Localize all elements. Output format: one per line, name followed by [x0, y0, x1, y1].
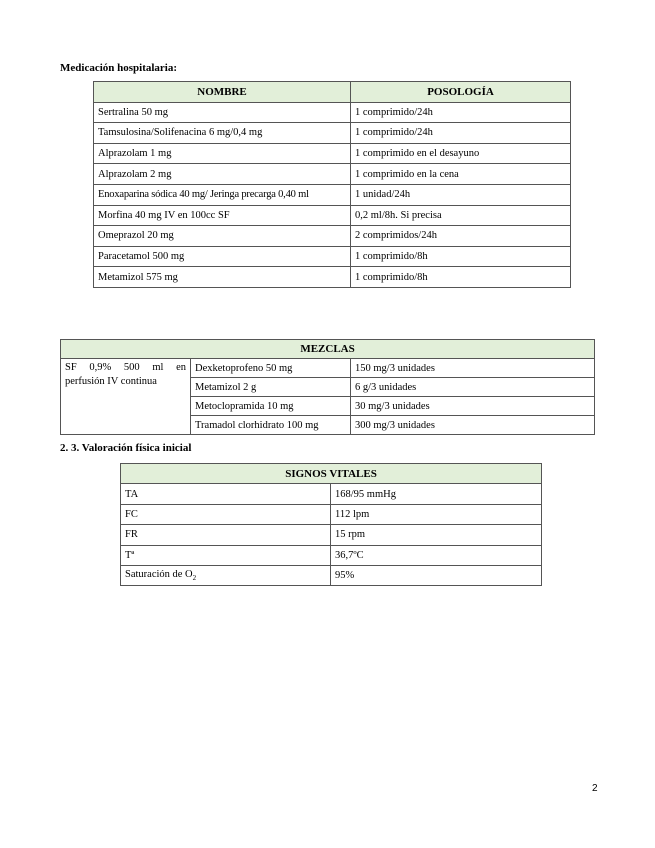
table-row: [94, 143, 571, 164]
signo-label: FC: [121, 504, 331, 524]
table-row: [94, 123, 571, 144]
signo-value: 36,7ºC: [331, 545, 542, 565]
table-row: [94, 205, 571, 226]
mezclas-header: MEZCLAS: [61, 340, 595, 359]
signo-label: [121, 565, 331, 585]
table-row: [61, 359, 595, 378]
farmaco-cell: Dexketoprofeno 50 mg: [191, 359, 351, 378]
mezclas-table: [60, 339, 595, 435]
nombre-cell: Sertralina 50 mg: [94, 102, 351, 123]
solucion-cell: SF 0,9% 500 ml en perfusión IV continua: [61, 359, 191, 435]
posologia-cell: 2 comprimidos/24h: [351, 226, 571, 247]
signos-vitales-header: SIGNOS VITALES: [121, 464, 542, 484]
medicacion-table: [93, 81, 571, 288]
table-row: [121, 565, 542, 585]
farmaco-cell: Tramadol clorhidrato 100 mg: [191, 416, 351, 435]
posologia-cell: 1 comprimido/8h: [351, 246, 571, 267]
farmaco-cell: Metamizol 2 g: [191, 378, 351, 397]
oxygen-subscript: 2: [192, 574, 197, 583]
nombre-cell: Morfina 40 mg IV en 100cc SF: [94, 205, 351, 226]
signo-label: FR: [121, 525, 331, 545]
column-header-nombre: NOMBRE: [94, 82, 351, 103]
valoracion-heading: 2. 3. Valoración física inicial: [60, 442, 192, 454]
nombre-cell: Omeprazol 20 mg: [94, 226, 351, 247]
nombre-cell: Enoxaparina sódica 40 mg/ Jeringa precarga 0,40 ml: [94, 184, 351, 205]
table-row: [94, 102, 571, 123]
table-row: [121, 504, 542, 524]
table-row: [94, 267, 571, 288]
signo-value: 95%: [331, 565, 542, 585]
column-header-posologia: POSOLOGÍA: [351, 82, 571, 103]
table-row: [121, 545, 542, 565]
saturacion-label: Saturación de O: [125, 569, 193, 581]
table-header-row: [121, 464, 542, 484]
table-header-row: [61, 340, 595, 359]
table-row: [94, 184, 571, 205]
posologia-cell: 1 comprimido en el desayuno: [351, 143, 571, 164]
posologia-cell: 1 unidad/24h: [351, 184, 571, 205]
dosis-cell: 6 g/3 unidades: [351, 378, 595, 397]
medicacion-heading: Medicación hospitalaria:: [60, 62, 178, 74]
nombre-cell: Alprazolam 1 mg: [94, 143, 351, 164]
signo-label: TA: [121, 484, 331, 504]
signo-value: 168/95 mmHg: [331, 484, 542, 504]
nombre-cell: Paracetamol 500 mg: [94, 246, 351, 267]
table-row: [121, 484, 542, 504]
nombre-cell: Tamsulosina/Solifenacina 6 mg/0,4 mg: [94, 123, 351, 144]
table-row: [94, 226, 571, 247]
nombre-cell: Metamizol 575 mg: [94, 267, 351, 288]
posologia-cell: 1 comprimido en la cena: [351, 164, 571, 185]
nombre-cell: Alprazolam 2 mg: [94, 164, 351, 185]
signo-value: 112 lpm: [331, 504, 542, 524]
dosis-cell: 150 mg/3 unidades: [351, 359, 595, 378]
posologia-cell: 1 comprimido/24h: [351, 102, 571, 123]
table-row: [94, 164, 571, 185]
table-row: [121, 525, 542, 545]
table-header-row: [94, 82, 571, 103]
dosis-cell: 300 mg/3 unidades: [351, 416, 595, 435]
table-row: [94, 246, 571, 267]
signo-value: 15 rpm: [331, 525, 542, 545]
dosis-cell: 30 mg/3 unidades: [351, 397, 595, 416]
posologia-cell: 0,2 ml/8h. Si precisa: [351, 205, 571, 226]
page-number: 2: [592, 783, 598, 794]
farmaco-cell: Metoclopramida 10 mg: [191, 397, 351, 416]
posologia-cell: 1 comprimido/8h: [351, 267, 571, 288]
signos-vitales-table: [120, 463, 542, 586]
signo-label: Tª: [121, 545, 331, 565]
posologia-cell: 1 comprimido/24h: [351, 123, 571, 144]
